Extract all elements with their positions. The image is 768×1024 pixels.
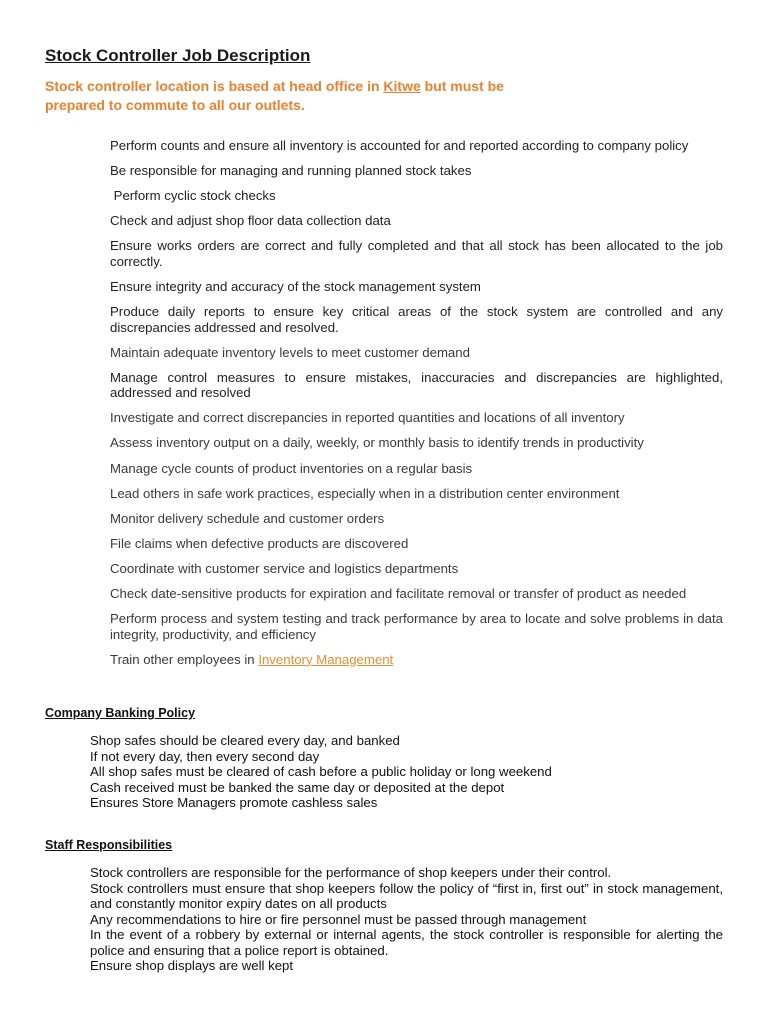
list-item: Shop safes should be cleared every day, and banked xyxy=(90,733,400,748)
staff-responsibilities-list xyxy=(90,865,723,974)
list-item: Ensure shop displays are well kept xyxy=(90,958,294,973)
list-item: Perform cyclic stock checks xyxy=(110,188,276,204)
list-item: Assess inventory output on a daily, weekly, or monthly basis to identify trends in productivity xyxy=(110,435,644,451)
train-item-text: Train other employees in xyxy=(110,651,259,667)
inventory-management-link[interactable]: Inventory Management xyxy=(258,651,394,667)
banking-policy-heading: Company Banking Policy xyxy=(45,706,196,720)
list-item: Coordinate with customer service and logistics departments xyxy=(110,560,459,576)
list-item: Perform counts and ensure all inventory is accounted for and reported according to company policy xyxy=(110,138,689,153)
list-item: Check date-sensitive products for expiration and facilitate removal or transfer of product as needed xyxy=(110,586,687,601)
list-item: Manage cycle counts of product inventories on a regular basis xyxy=(110,460,473,476)
location-note xyxy=(45,77,565,114)
list-item: Lead others in safe work practices, especially when in a distribution center environment xyxy=(110,485,620,501)
list-item: Stock controllers are responsible for the performance of shop keepers under their control. xyxy=(90,865,612,880)
location-note-text-start: Stock controller location is based at head office in xyxy=(45,78,384,94)
document-title: Stock Controller Job Description xyxy=(45,46,311,65)
list-item: In the event of a robbery by external or internal agents, the stock controller is responsible for alerting the police and ensuring that a police report is obtained. xyxy=(90,927,723,958)
kitwe-link[interactable]: Kitwe xyxy=(383,78,421,94)
list-item: Monitor delivery schedule and customer orders xyxy=(110,510,385,526)
duties-list xyxy=(110,138,723,677)
list-item: Ensures Store Managers promote cashless sales xyxy=(90,795,378,810)
list-item: Check and adjust shop floor data collection data xyxy=(110,213,391,229)
list-item: Any recommendations to hire or fire personnel must be passed through management xyxy=(90,911,587,927)
staff-responsibilities-heading: Staff Responsibilities xyxy=(45,838,173,852)
list-item: Stock controllers must ensure that shop keepers follow the policy of “first in, first out” in stock management, and constantly monitor expiry dates on all products xyxy=(90,880,723,911)
list-item: Be responsible for managing and running planned stock takes xyxy=(110,163,472,179)
location-note-text-end: but must be prepared to commute to all our outlets. xyxy=(45,78,504,113)
list-item-train xyxy=(110,652,723,668)
list-item: Ensure integrity and accuracy of the stock management system xyxy=(110,278,481,294)
list-item: Manage control measures to ensure mistakes, inaccuracies and discrepancies are highlighted, addressed and resolved xyxy=(110,369,723,401)
list-item: Ensure works orders are correct and fully completed and that all stock has been allocated to the job correctly. xyxy=(110,238,723,269)
list-item: If not every day, then every second day xyxy=(90,748,320,764)
list-item: Investigate and correct discrepancies in reported quantities and locations of all inventory xyxy=(110,410,625,426)
list-item: Perform process and system testing and track performance by area to locate and solve problems in data integrity, productivity, and efficiency xyxy=(110,611,723,642)
list-item: Cash received must be banked the same day or deposited at the depot xyxy=(90,779,505,795)
list-item: File claims when defective products are discovered xyxy=(110,535,409,551)
banking-policy-list xyxy=(90,733,723,811)
list-item: All shop safes must be cleared of cash before a public holiday or long weekend xyxy=(90,764,552,779)
list-item: Produce daily reports to ensure key critical areas of the stock system are controlled and any discrepancies addressed and resolved. xyxy=(110,304,723,335)
list-item: Maintain adequate inventory levels to meet customer demand xyxy=(110,344,470,360)
